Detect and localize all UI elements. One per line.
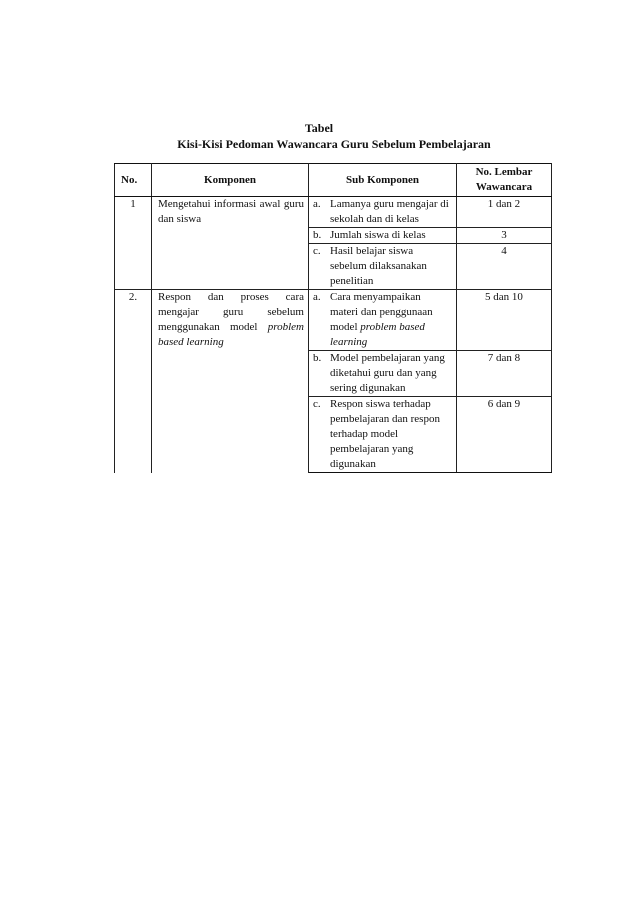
header-komponen: Komponen <box>152 164 309 197</box>
lembar-cell: 7 dan 8 <box>457 351 552 397</box>
sub-text: Lamanya guru mengajar di sekolah dan di kelas <box>330 198 449 225</box>
komponen-text: Mengetahui informasi awal guru dan siswa <box>158 198 304 225</box>
sub-letter: c. <box>313 398 321 410</box>
sub-text-group <box>330 290 450 350</box>
sub-komponen-cell <box>309 290 457 351</box>
lembar-cell: 5 dan 10 <box>457 290 552 351</box>
sub-komponen-cell <box>309 197 457 228</box>
lembar-cell: 3 <box>457 228 552 244</box>
header-lembar-wawancara: No. Lembar Wawancara <box>457 164 552 197</box>
sub-komponen-cell <box>309 351 457 397</box>
komponen-cell <box>152 290 309 473</box>
sub-komponen-cell <box>309 228 457 244</box>
sub-letter: a. <box>313 291 321 303</box>
lembar-cell: 1 dan 2 <box>457 197 552 228</box>
komponen-cell <box>152 197 309 290</box>
kisi-kisi-table <box>114 163 552 473</box>
komponen-italic-text: problem based learning <box>158 321 304 348</box>
table-row <box>115 197 552 228</box>
sub-komponen-cell <box>309 244 457 290</box>
row-number: 2. <box>115 290 152 473</box>
sub-text: Hasil belajar siswa sebelum dilaksanakan penelitian <box>330 245 427 287</box>
table-caption: Tabel <box>304 121 334 135</box>
table-row <box>115 290 552 351</box>
sub-italic-text: problem based learning <box>330 321 425 348</box>
header-sub-komponen: Sub Komponen <box>309 164 457 197</box>
table-header-row <box>115 164 552 197</box>
header-no: No. <box>115 164 152 197</box>
sub-letter: c. <box>313 245 321 257</box>
sub-text: Cara menyampaikan materi dan penggunaan model <box>330 291 433 333</box>
sub-text: Respon siswa terhadap pembelajaran dan respon terhadap model pembelajaran yang digunakan <box>330 398 440 470</box>
sub-text: Model pembelajaran yang diketahui guru dan yang sering digunakan <box>330 352 445 394</box>
sub-letter: b. <box>313 229 322 241</box>
table-title: Kisi-Kisi Pedoman Wawancara Guru Sebelum Pembelajaran <box>177 137 491 151</box>
sub-text: Jumlah siswa di kelas <box>330 229 426 241</box>
row-number: 1 <box>115 197 152 290</box>
komponen-text: Respon dan proses cara mengajar guru sebelum menggunakan model <box>158 291 304 333</box>
lembar-cell: 6 dan 9 <box>457 397 552 473</box>
sub-komponen-cell <box>309 397 457 473</box>
sub-letter: b. <box>313 352 322 364</box>
lembar-cell: 4 <box>457 244 552 290</box>
sub-letter: a. <box>313 198 321 210</box>
